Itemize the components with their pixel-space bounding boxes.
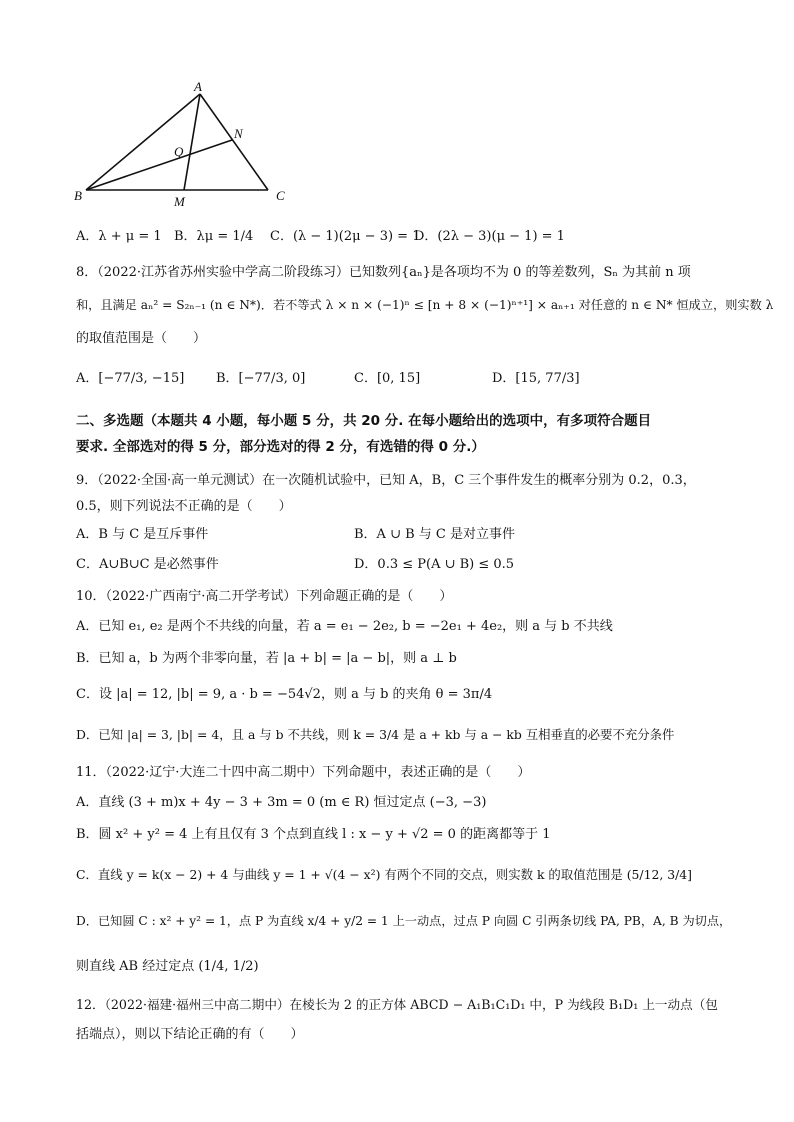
q9-option-d[interactable]: D．0.3 ≤ P(A ∪ B) ≤ 0.5 [354,557,515,572]
triangle-figure [70,78,310,208]
q8-option-a[interactable]: A．[−77/3, −15] [76,371,185,386]
q11-option-d-line2: 则直线 AB 经过定点 (1/4, 1/2) [76,959,259,974]
segment-am [184,94,200,190]
q10-option-d[interactable]: D．已知 |a| = 3, |b| = 4，且 a 与 b 不共线，则 k = 3/4 是 a + kb 与 a − kb 互相垂直的必要不充分条件 [76,727,675,742]
label-b: B [74,188,82,203]
q8-stem-line2: 和，且满足 aₙ² = S₂ₙ₋₁ (n ∈ N*)．若不等式 λ × n × (−1)ⁿ ≤ [n + 8 × (−1)ⁿ⁺¹] × aₙ₊₁ 对任意的 n ∈ N* 恒成立，则实数 λ [76,298,774,312]
q10-stem: 10．（2022·广西南宁·高二开学考试）下列命题正确的是（ ） [76,589,453,604]
q11-stem: 11．（2022·辽宁·大连二十四中高二期中）下列命题中，表述正确的是（ ） [76,765,531,780]
q7-option-b[interactable]: B．λμ = 1/4 [174,229,254,244]
q12-stem-line2: 括端点），则以下结论正确的有（ ） [76,1027,304,1042]
section2-heading-line2: 要求. 全部选对的得 5 分，部分选对的得 2 分，有选错的得 0 分.） [76,439,485,455]
q8-option-c[interactable]: C．[0, 15] [354,371,421,386]
q9-option-a[interactable]: A．B 与 C 是互斥事件 [76,527,209,542]
segment-ab [86,94,200,190]
q10-option-b[interactable]: B．已知 a，b 为两个非零向量，若 |a + b| = |a − b|，则 a ⊥ b [76,651,457,666]
q8-stem-line3: 的取值范围是（ ） [76,331,207,346]
q11-option-a[interactable]: A．直线 (3 + m)x + 4y − 3 + 3m = 0 (m ∈ R) 恒过定点 (−3, −3) [76,795,487,810]
q11-option-b[interactable]: B．圆 x² + y² = 4 上有且仅有 3 个点到直线 l : x − y + √2 = 0 的距离都等于 1 [76,827,551,842]
q7-option-d[interactable]: D．(2λ − 3)(μ − 1) = 1 [414,229,565,244]
q8-option-b[interactable]: B．[−77/3, 0] [216,371,306,386]
q11-option-c[interactable]: C．直线 y = k(x − 2) + 4 与曲线 y = 1 + √(4 − x²) 有两个不同的交点，则实数 k 的取值范围是 (5/12, 3/4] [76,867,693,882]
q9-option-b[interactable]: B．A ∪ B 与 C 是对立事件 [354,527,515,542]
label-q: Q [174,144,184,159]
q8-stem-line1: 8．（2022·江苏省苏州实验中学高二阶段练习）已知数列{aₙ}是各项均不为 0 的等差数列，Sₙ 为其前 n 项 [76,265,691,280]
q9-stem-line2: 0.5，则下列说法不正确的是（ ） [76,499,292,514]
q9-stem-line1: 9．（2022·全国·高一单元测试）在一次随机试验中，已知 A，B，C 三个事件发生的概率分别为 0.2，0.3， [76,473,696,488]
q9-option-c[interactable]: C．A∪B∪C 是必然事件 [76,557,219,572]
q8-option-d[interactable]: D．[15, 77/3] [492,371,580,386]
label-c: C [276,188,285,203]
q12-stem-line1: 12．（2022·福建·福州三中高二期中）在棱长为 2 的正方体 ABCD − A₁B₁C₁D₁ 中，P 为线段 B₁D₁ 上一动点（包 [76,997,718,1012]
q11-option-d-line1[interactable]: D．已知圆 C : x² + y² = 1，点 P 为直线 x/4 + y/2 = 1 上一动点，过点 P 向圆 C 引两条切线 PA, PB，A, B 为切点， [76,914,732,928]
segment-bn [86,140,232,190]
label-n: N [234,126,243,141]
label-a: A [194,79,202,94]
segment-ac [200,94,268,190]
label-m: M [174,194,185,208]
q7-option-a[interactable]: A．λ + μ = 1 [76,229,162,244]
q7-option-c[interactable]: C．(λ − 1)(2μ − 3) = 1 [270,229,421,244]
q10-option-c[interactable]: C．设 |a| = 12, |b| = 9, a · b = −54√2，则 a 与 b 的夹角 θ = 3π/4 [76,687,493,702]
section2-heading-line1: 二、多选题（本题共 4 小题，每小题 5 分，共 20 分. 在每小题给出的选项中，有多项符合题目 [76,413,652,429]
q10-option-a[interactable]: A．已知 e₁, e₂ 是两个不共线的向量，若 a = e₁ − 2e₂, b = −2e₁ + 4e₂，则 a 与 b 不共线 [76,619,613,634]
